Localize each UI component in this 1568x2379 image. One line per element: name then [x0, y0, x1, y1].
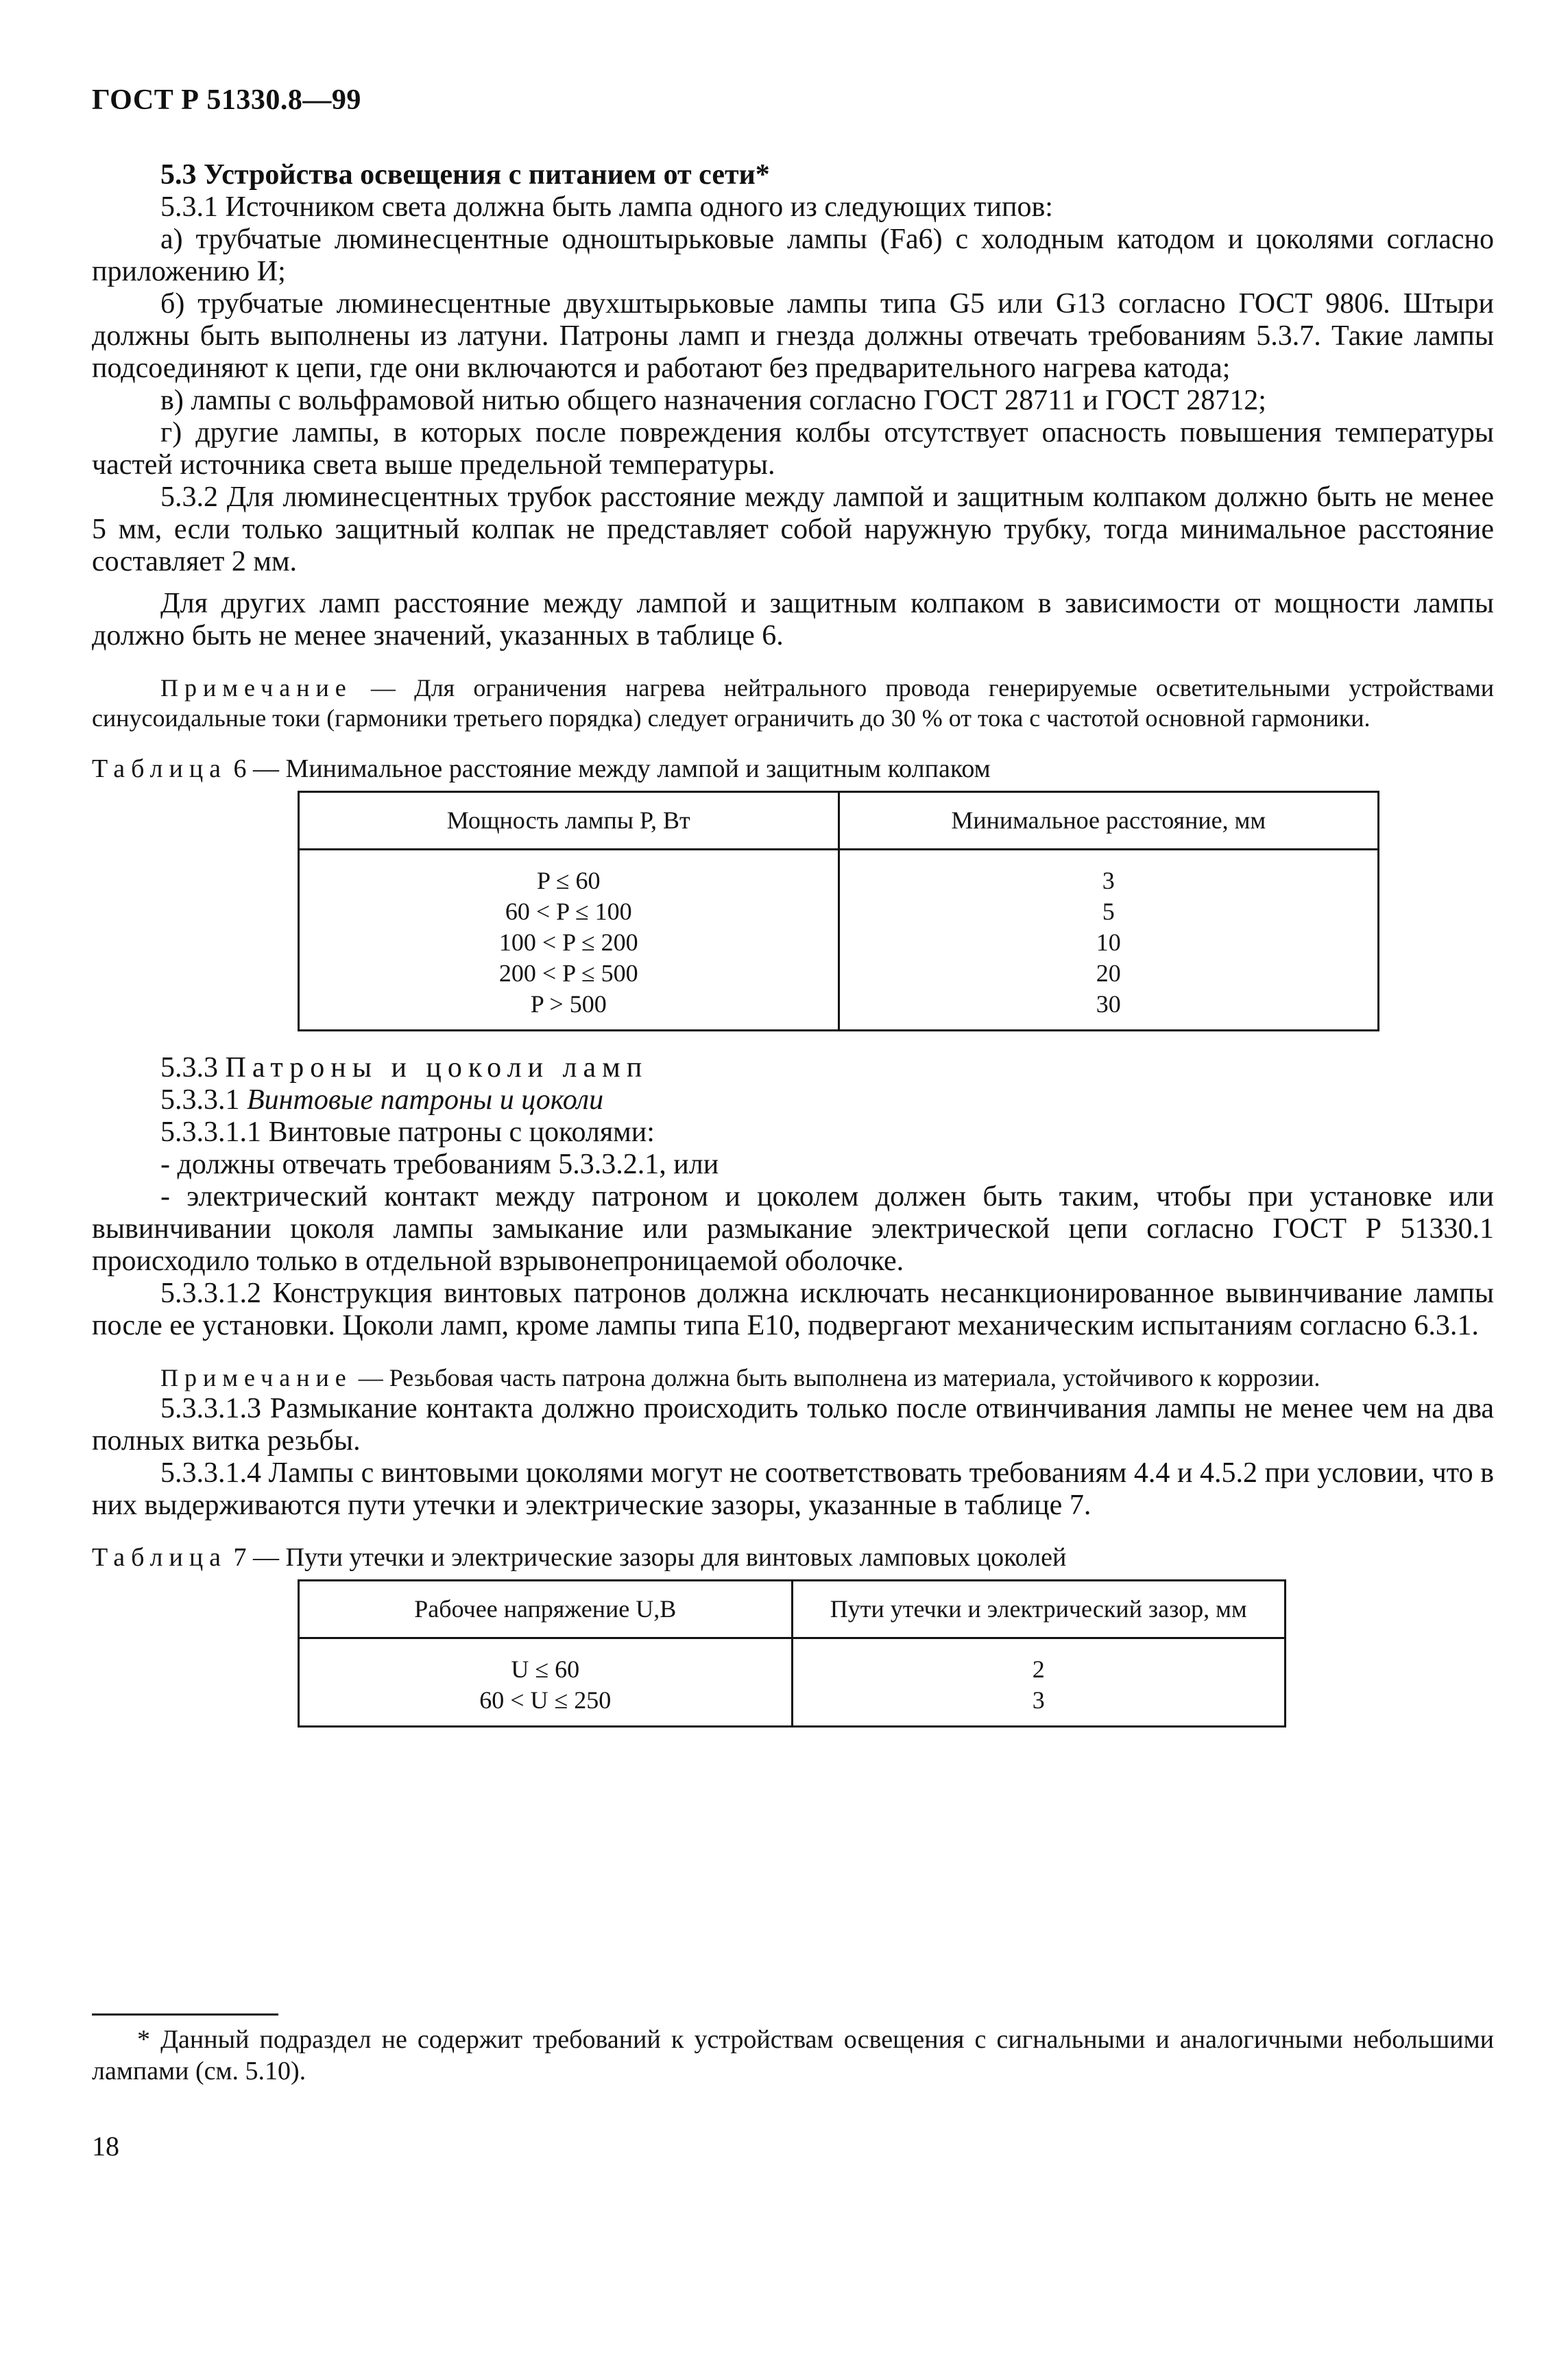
subsection-5-3-3-1-number: 5.3.3.1 — [160, 1084, 247, 1116]
table-6-header-row — [299, 792, 1379, 850]
page-number: 18 — [92, 2131, 119, 2162]
table-6-header-power: Мощность лампы P, Вт — [299, 792, 839, 850]
list-item-b: б) трубчатые люминесцентные двухштырьковые лампы типа G5 или G13 согласно ГОСТ 9806. Штыри должны быть выполнены из латуни. Патроны ламп и гнезда должны отвечать требованиям 5.3.7. Такие лампы подсоединяют к цепи, где они включаются и работают без предварительного нагрева катода; — [92, 288, 1494, 384]
table-7-caption-text: 7 — Пути утечки и электрические зазоры для винтовых ламповых цоколей — [227, 1543, 1067, 1572]
table-7-header-voltage: Рабочее напряжение U,В — [299, 1581, 793, 1638]
paragraph-5-3-3-1-3: 5.3.3.1.3 Размыкание контакта должно происходить только после отвинчивания лампы не менее чем на два полных витка резьбы. — [92, 1393, 1494, 1457]
table-7-voltage-values: U ≤ 60 60 < U ≤ 250 — [299, 1638, 793, 1727]
subsection-5-3-3-1-title: Винтовые патроны и цоколи — [247, 1084, 604, 1116]
table-6-caption — [92, 754, 1175, 784]
paragraph-5-3-1: 5.3.1 Источником света должна быть лампа одного из следующих типов: — [160, 191, 1053, 223]
table-7 — [298, 1579, 1286, 1728]
subsection-5-3-3-heading — [92, 1052, 1494, 1084]
list-item-g: г) другие лампы, в которых после повреждения колбы отсутствует опасность повышения температуры частей источника света выше предельной температуры. — [92, 417, 1494, 481]
note-2-text: — Резьбовая часть патрона должна быть выполнена из материала, устойчивого к коррозии. — [352, 1364, 1320, 1391]
table-7-clearance-values: 2 3 — [792, 1638, 1286, 1727]
footnote-rule — [92, 2013, 278, 2016]
table-7-caption — [92, 1542, 1175, 1573]
table-7-header-clearance: Пути утечки и электрический зазор, мм — [792, 1581, 1286, 1638]
table-6-header-distance: Минимальное расстояние, мм — [839, 792, 1379, 850]
main-text — [92, 159, 1494, 1728]
list-item-a: а) трубчатые люминесцентные одноштырьковые лампы (Fa6) с холодным катодом и цоколями согласно приложению И; — [92, 224, 1494, 287]
dash-item-2: - электрический контакт между патроном и цоколем должен быть таким, чтобы при установке или вывинчивании цоколя лампы замыкание или размыкание электрической цепи согласно ГОСТ Р 51330.1 происходило только в отдельной взрывонепроницаемой оболочке. — [92, 1181, 1494, 1277]
table-6 — [298, 791, 1379, 1031]
table-row — [299, 1638, 1286, 1727]
dash-item-1: - должны отвечать требованиям 5.3.3.2.1, или — [160, 1149, 719, 1180]
table-6-caption-text: 6 — Минимальное расстояние между лампой и защитным колпаком — [227, 754, 991, 783]
note-1 — [92, 673, 1494, 733]
table-6-power-values: P ≤ 60 60 < P ≤ 100 100 < P ≤ 200 200 < P ≤ 500 P > 500 — [299, 850, 839, 1031]
note-1-text: — Для ограничения нагрева нейтрального провода генерируемые осветительными устройствами синусоидальные токи (гармоники третьего порядка) следует ограничить до 30 % от тока с частотой основной гармоники. — [92, 674, 1494, 732]
note-2-label: Примечание — [160, 1364, 352, 1391]
paragraph-5-3-3-1-1: 5.3.3.1.1 Винтовые патроны с цоколями: — [160, 1116, 655, 1148]
paragraph-5-3-3-1-4: 5.3.3.1.4 Лампы с винтовыми цоколями могут не соответствовать требованиям 4.4 и 4.5.2 при условии, что в них выдерживаются пути утечки и электрические зазоры, указанные в таблице 7. — [92, 1457, 1494, 1521]
subsection-5-3-3-number: 5.3.3 — [160, 1052, 226, 1084]
table-row — [299, 850, 1379, 1031]
list-item-v: в) лампы с вольфрамовой нитью общего назначения согласно ГОСТ 28711 и ГОСТ 28712; — [160, 385, 1266, 416]
footnote: * Данный подраздел не содержит требований к устройствам освещения с сигнальными и аналогичными небольшими лампами (см. 5.10). — [92, 2025, 1494, 2085]
paragraph-other-lamps: Для других ламп расстояние между лампой и защитным колпаком в зависимости от мощности лампы должно быть не менее значений, указанных в таблице 6. — [92, 588, 1494, 651]
paragraph-5-3-2: 5.3.2 Для люминесцентных трубок расстояние между лампой и защитным колпаком должно быть не менее 5 мм, если только защитный колпак не представляет собой наружную трубку, тогда минимальное расстояние составляет 2 мм. — [92, 481, 1494, 577]
subsection-5-3-3-1-heading — [92, 1084, 1494, 1116]
note-1-label: Примечание — [160, 674, 352, 702]
document-code-header: ГОСТ Р 51330.8—99 — [92, 84, 361, 116]
table-7-header-row — [299, 1581, 1286, 1638]
note-2 — [92, 1363, 1494, 1393]
subsection-5-3-3-title: Патроны и цоколи ламп — [225, 1052, 649, 1084]
section-title: 5.3 Устройства освещения с питанием от сети* — [160, 159, 770, 191]
table-6-distance-values: 3 5 10 20 30 — [839, 850, 1379, 1031]
paragraph-5-3-3-1-2: 5.3.3.1.2 Конструкция винтовых патронов должна исключать несанкционированное вывинчивание лампы после ее установки. Цоколи ламп, кроме лампы типа E10, подвергают механическим испытаниям согласно 6.3.1. — [92, 1278, 1494, 1341]
table-6-caption-label: Таблица — [92, 754, 228, 783]
table-7-caption-label: Таблица — [92, 1543, 228, 1572]
